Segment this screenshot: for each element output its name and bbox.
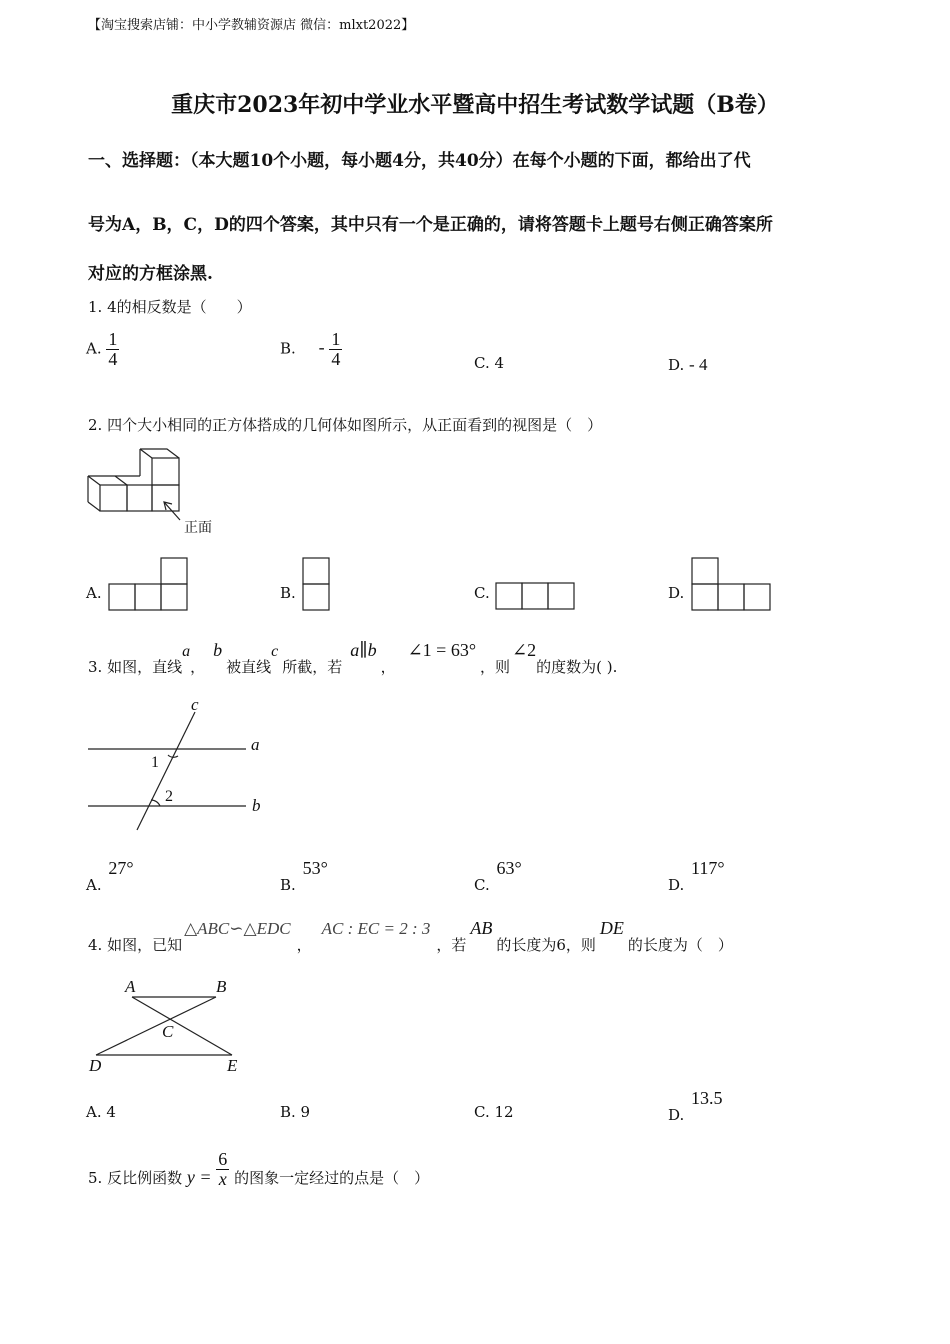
q4-fig-label-E: E <box>227 1056 238 1075</box>
q3-option-a-label: A. <box>86 876 102 894</box>
q3-fig-label-1: 1 <box>151 754 159 771</box>
q4-similar-triangles-figure <box>86 975 246 1077</box>
q3-option-d-label: D. <box>668 876 685 894</box>
q2-option-a-view <box>108 556 190 612</box>
q4-fig-label-A: A <box>125 977 136 996</box>
q4-fig-label-D: D <box>89 1056 102 1075</box>
q1-option-d-label: D. <box>668 356 685 374</box>
section-instructions-line3: 对应的方框涂黑. <box>88 264 213 284</box>
page-header: 【淘宝搜索店铺：中小学教辅资源店 微信：mlxt2022】 <box>88 18 415 33</box>
page-title: 重庆市2023年初中学业水平暨高中招生考试数学试题（B卷） <box>171 92 779 118</box>
q1-option-d <box>668 355 707 375</box>
q3-var-c: c <box>271 643 279 660</box>
question-4-text <box>88 918 733 954</box>
q3-parallel-lines-figure <box>86 694 276 836</box>
section-instructions-line2: 号为A，B，C，D的四个答案，其中只有一个是正确的，请将答题卡上题号右侧正确答案所 <box>88 215 773 235</box>
q1-option-a-fraction <box>106 330 119 369</box>
q3-option-b <box>280 858 328 894</box>
q2-cube-figure <box>86 444 226 540</box>
q3-option-d-value: 117° <box>691 858 725 878</box>
q5-function-lhs: y = <box>186 1167 212 1188</box>
q5-function-fraction <box>216 1150 229 1189</box>
q1-a-denominator: 4 <box>108 348 118 369</box>
q4-segment-ab: AB <box>470 918 493 938</box>
q3-option-d <box>668 858 725 894</box>
q1-option-b-fraction <box>329 330 342 369</box>
q2-option-b-label: B. <box>280 584 296 602</box>
q3-option-c-label: C. <box>474 876 490 894</box>
q4-text-part4: 的长度为（ ） <box>627 936 733 954</box>
q2-option-d-label: D. <box>668 584 685 602</box>
segment-bd <box>96 997 216 1055</box>
q3-option-a-value: 27° <box>108 858 134 878</box>
q5-text-part1: 5. 反比例函数 <box>88 1169 183 1188</box>
q1-option-d-value: - 4 <box>689 355 708 374</box>
q3-option-b-label: B. <box>280 876 296 894</box>
q1-a-numerator: 1 <box>108 329 118 349</box>
question-3-text <box>88 640 618 676</box>
q4-option-b: B. 9 <box>280 1103 311 1121</box>
q4-text-part2: ，若 <box>436 936 467 954</box>
q1-option-a-label: A. <box>86 339 102 358</box>
q1-b-sign: - <box>318 337 325 358</box>
q4-text-part3: 的长度为6，则 <box>496 936 596 954</box>
q4-option-d-label: D. <box>668 1106 685 1124</box>
q1-option-b <box>280 330 342 369</box>
question-2-text: 2. 四个大小相同的正方体搭成的几何体如图所示，从正面看到的视图是（ ） <box>88 416 603 434</box>
q1-option-c: C. 4 <box>474 354 505 372</box>
q4-option-c: C. 12 <box>474 1103 514 1121</box>
q4-text-part1: 4. 如图，已知 <box>88 936 183 954</box>
q2-option-c-label: C. <box>474 584 490 602</box>
q3-text-part3: 所截，若 <box>282 658 343 676</box>
q4-option-d-value: 13.5 <box>691 1088 723 1108</box>
q4-option-a: A. 4 <box>86 1103 116 1121</box>
q2-option-a-label: A. <box>86 584 102 602</box>
q3-fig-label-2: 2 <box>165 788 173 805</box>
q2-option-b-view <box>301 556 331 612</box>
q3-var-b: b <box>213 640 223 660</box>
q4-similarity: △ABC∽△EDC <box>184 919 291 938</box>
q5-fraction-numerator: 6 <box>218 1149 228 1169</box>
q2-front-label: 正面 <box>184 520 212 536</box>
q3-fig-label-a: a <box>251 735 260 754</box>
segment-ae <box>132 997 232 1055</box>
q4-option-d <box>668 1088 723 1124</box>
q3-condition-parallel: a∥b <box>350 640 377 660</box>
q2-option-d-view <box>690 556 772 612</box>
q1-option-a <box>86 330 119 369</box>
q4-segment-de: DE <box>599 918 624 938</box>
q4-sep1: ， <box>296 936 312 954</box>
q3-option-c-value: 63° <box>496 858 522 878</box>
angle-2-arc <box>151 800 160 806</box>
q5-text-part2: 的图象一定经过的点是（ ） <box>234 1169 430 1188</box>
q3-text-part1: 3. 如图，直线 <box>88 658 183 676</box>
q3-option-c <box>474 858 522 894</box>
q3-sep2: ， <box>380 658 396 676</box>
q3-text-part2: 被直线 <box>226 658 272 676</box>
q3-option-b-value: 53° <box>302 858 328 878</box>
q1-b-denominator: 4 <box>331 348 341 369</box>
q3-fig-label-c: c <box>191 695 199 714</box>
section-instructions-line1: 一、选择题：（本大题10个小题，每小题4分，共40分）在每个小题的下面，都给出了代 <box>88 151 751 171</box>
q2-option-c-view <box>495 581 577 611</box>
q3-text-part5: 的度数为( ). <box>536 658 618 676</box>
q3-text-part4: ，则 <box>480 658 511 676</box>
q3-condition-angle1: ∠1 = 63° <box>407 640 477 660</box>
q4-ratio: AC : EC = 2 : 3 <box>321 919 431 938</box>
q3-var-a: a <box>182 643 191 660</box>
question-5-text <box>88 1150 429 1189</box>
q1-b-numerator: 1 <box>331 329 341 349</box>
question-1-text: 1. 4的相反数是（ ） <box>88 298 252 316</box>
q3-ask-angle2: ∠2 <box>512 640 537 660</box>
q5-fraction-denominator: x <box>218 1168 227 1189</box>
q3-fig-label-b: b <box>252 796 261 815</box>
q1-option-b-label: B. <box>280 339 296 358</box>
line-c <box>137 712 195 830</box>
q4-fig-label-C: C <box>162 1022 174 1041</box>
q4-fig-label-B: B <box>216 977 227 996</box>
q3-sep1: ， <box>190 658 206 676</box>
q3-option-a <box>86 858 134 894</box>
